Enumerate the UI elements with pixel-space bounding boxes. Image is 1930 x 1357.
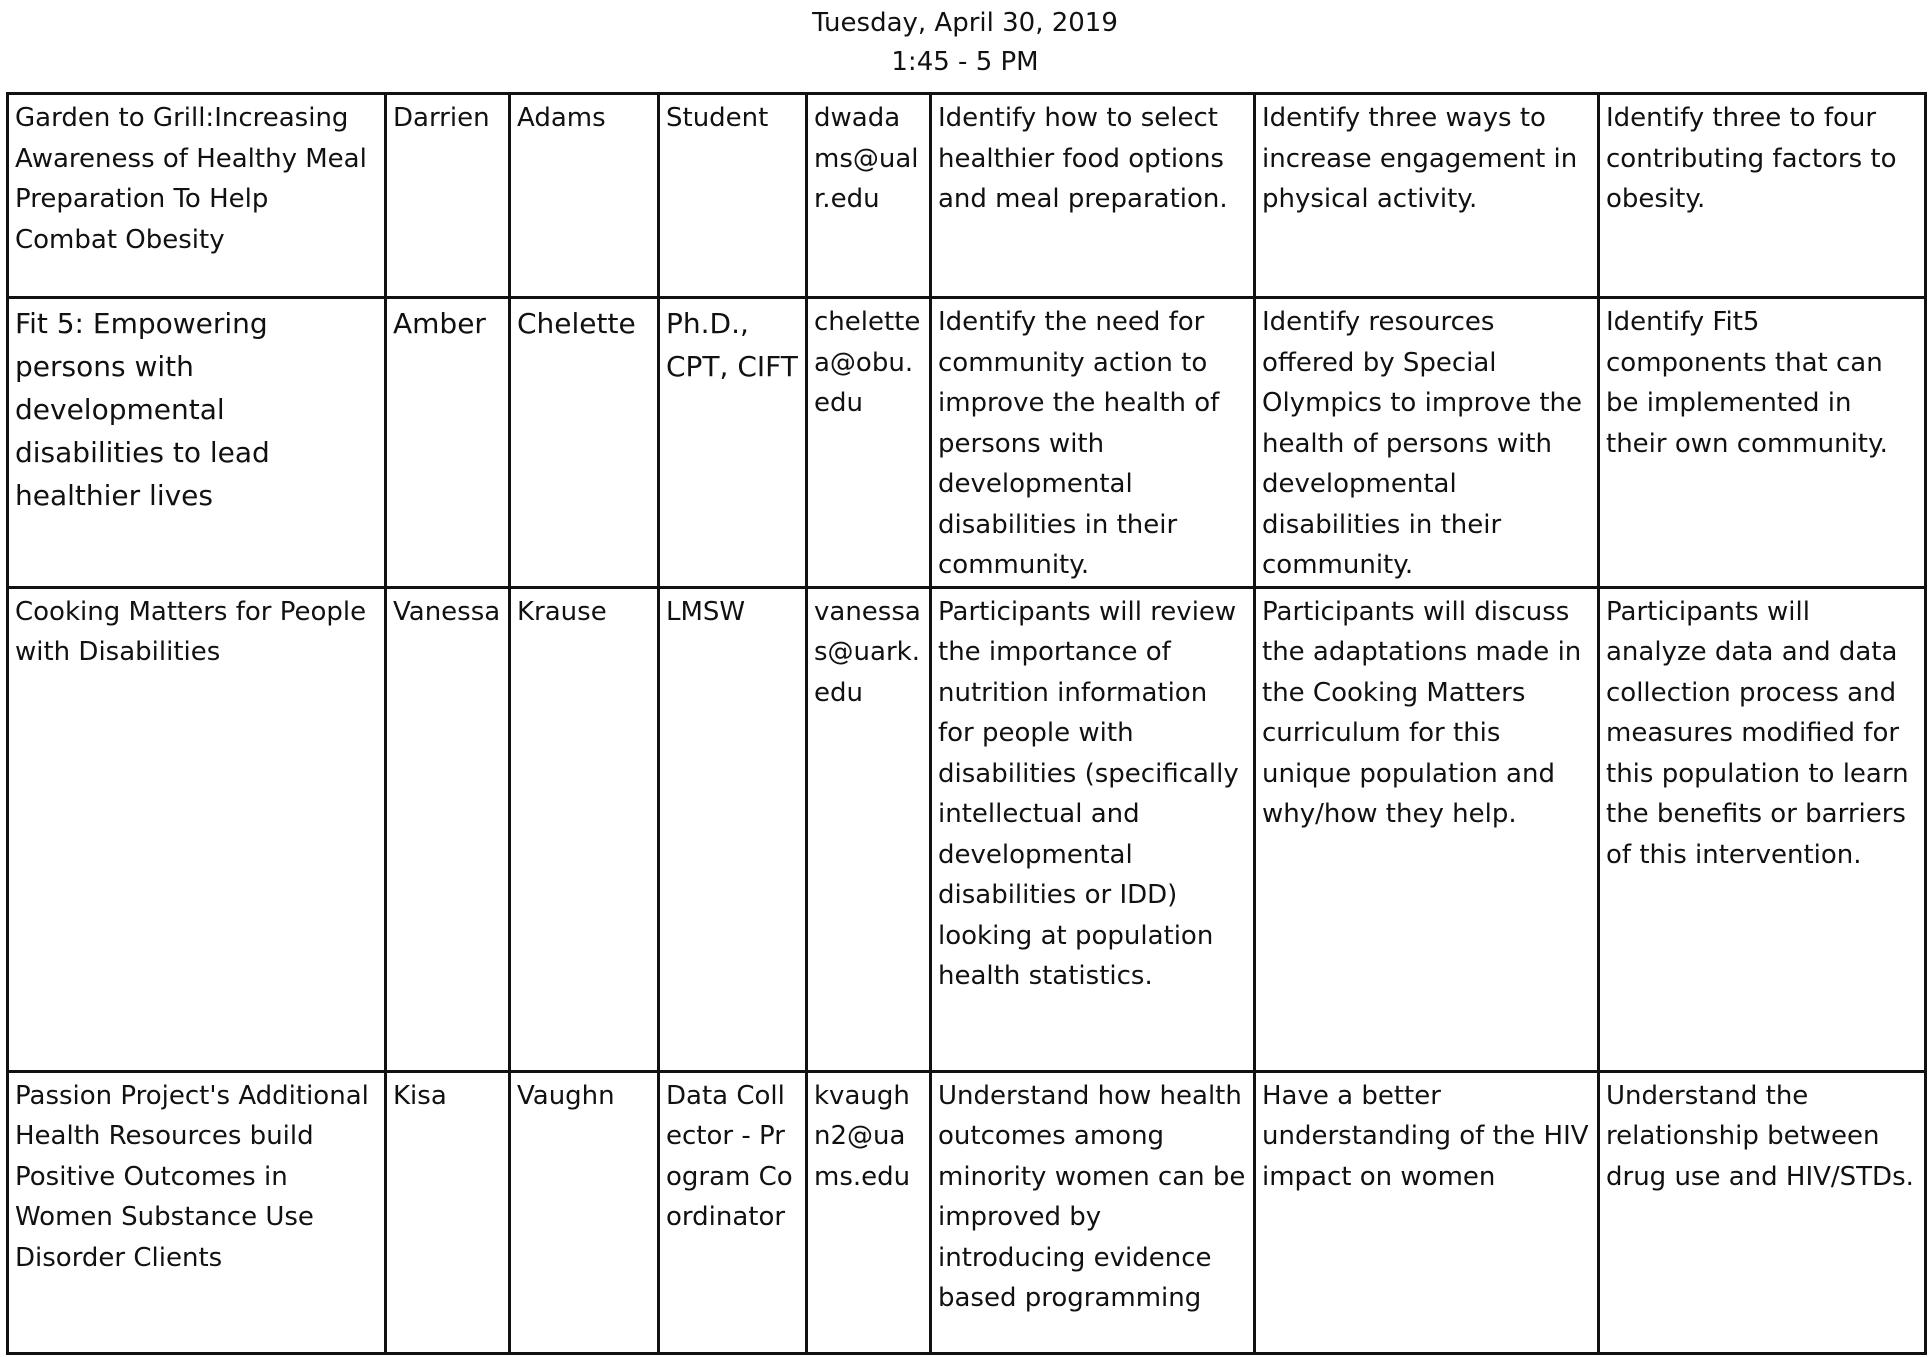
table-row [8, 94, 1926, 298]
presenter-email: vanessas@uark.edu [807, 587, 931, 1071]
learning-objective-3: Identify Fit5 components that can be implemented in their own community. [1599, 298, 1926, 588]
table-row [8, 587, 1926, 1071]
table-row [8, 298, 1926, 588]
presenter-email: dwadams@ualr.edu [807, 94, 931, 298]
presenter-first-name: Vanessa [386, 587, 510, 1071]
presenter-credentials: Data Collector - Program Coordinator [659, 1071, 807, 1353]
session-date: Tuesday, April 30, 2019 [812, 8, 1118, 38]
presentations-table [6, 92, 1927, 1355]
presenter-last-name: Vaughn [510, 1071, 659, 1353]
presenter-email: chelettea@obu.edu [807, 298, 931, 588]
presenter-first-name: Darrien [386, 94, 510, 298]
learning-objective-3: Understand the relationship between drug use and HIV/STDs. [1599, 1071, 1926, 1353]
presentation-title: Cooking Matters for People with Disabilities [8, 587, 386, 1071]
presenter-last-name: Adams [510, 94, 659, 298]
presentation-title: Fit 5: Empowering persons with developmental disabilities to lead healthier lives [8, 298, 386, 588]
presenter-credentials: Student [659, 94, 807, 298]
learning-objective-1: Understand how health outcomes among minority women can be improved by introducing evidence based programming [931, 1071, 1255, 1353]
learning-objective-2: Participants will discuss the adaptations made in the Cooking Matters curriculum for this unique population and why/how they help. [1255, 587, 1599, 1071]
learning-objective-2: Identify resources offered by Special Olympics to improve the health of persons with developmental disabilities in their community. [1255, 298, 1599, 588]
presenter-credentials: Ph.D., CPT, CIFT [659, 298, 807, 588]
presenter-credentials: LMSW [659, 587, 807, 1071]
learning-objective-1: Identify the need for community action to improve the health of persons with developmental disabilities in their community. [931, 298, 1255, 588]
presenter-first-name: Kisa [386, 1071, 510, 1353]
learning-objective-2: Identify three ways to increase engagement in physical activity. [1255, 94, 1599, 298]
table-row [8, 1071, 1926, 1353]
presenter-last-name: Krause [510, 587, 659, 1071]
presentation-title: Passion Project's Additional Health Resources build Positive Outcomes in Women Substance Use Disorder Clients [8, 1071, 386, 1353]
session-time: 1:45 - 5 PM [891, 47, 1039, 77]
learning-objective-1: Participants will review the importance of nutrition information for people with disabilities (specifically intellectual and developmental disabilities or IDD) looking at population health statistics. [931, 587, 1255, 1071]
presenter-last-name: Chelette [510, 298, 659, 588]
learning-objective-3: Participants will analyze data and data collection process and measures modified for this population to learn the benefits or barriers of this intervention. [1599, 587, 1926, 1071]
learning-objective-2: Have a better understanding of the HIV impact on women [1255, 1071, 1599, 1353]
learning-objective-1: Identify how to select healthier food options and meal preparation. [931, 94, 1255, 298]
presenter-email: kvaughn2@uams.edu [807, 1071, 931, 1353]
learning-objective-3: Identify three to four contributing factors to obesity. [1599, 94, 1926, 298]
page-header [0, 4, 1930, 82]
presentation-title: Garden to Grill:Increasing Awareness of Healthy Meal Preparation To Help Combat Obesity [8, 94, 386, 298]
presenter-first-name: Amber [386, 298, 510, 588]
